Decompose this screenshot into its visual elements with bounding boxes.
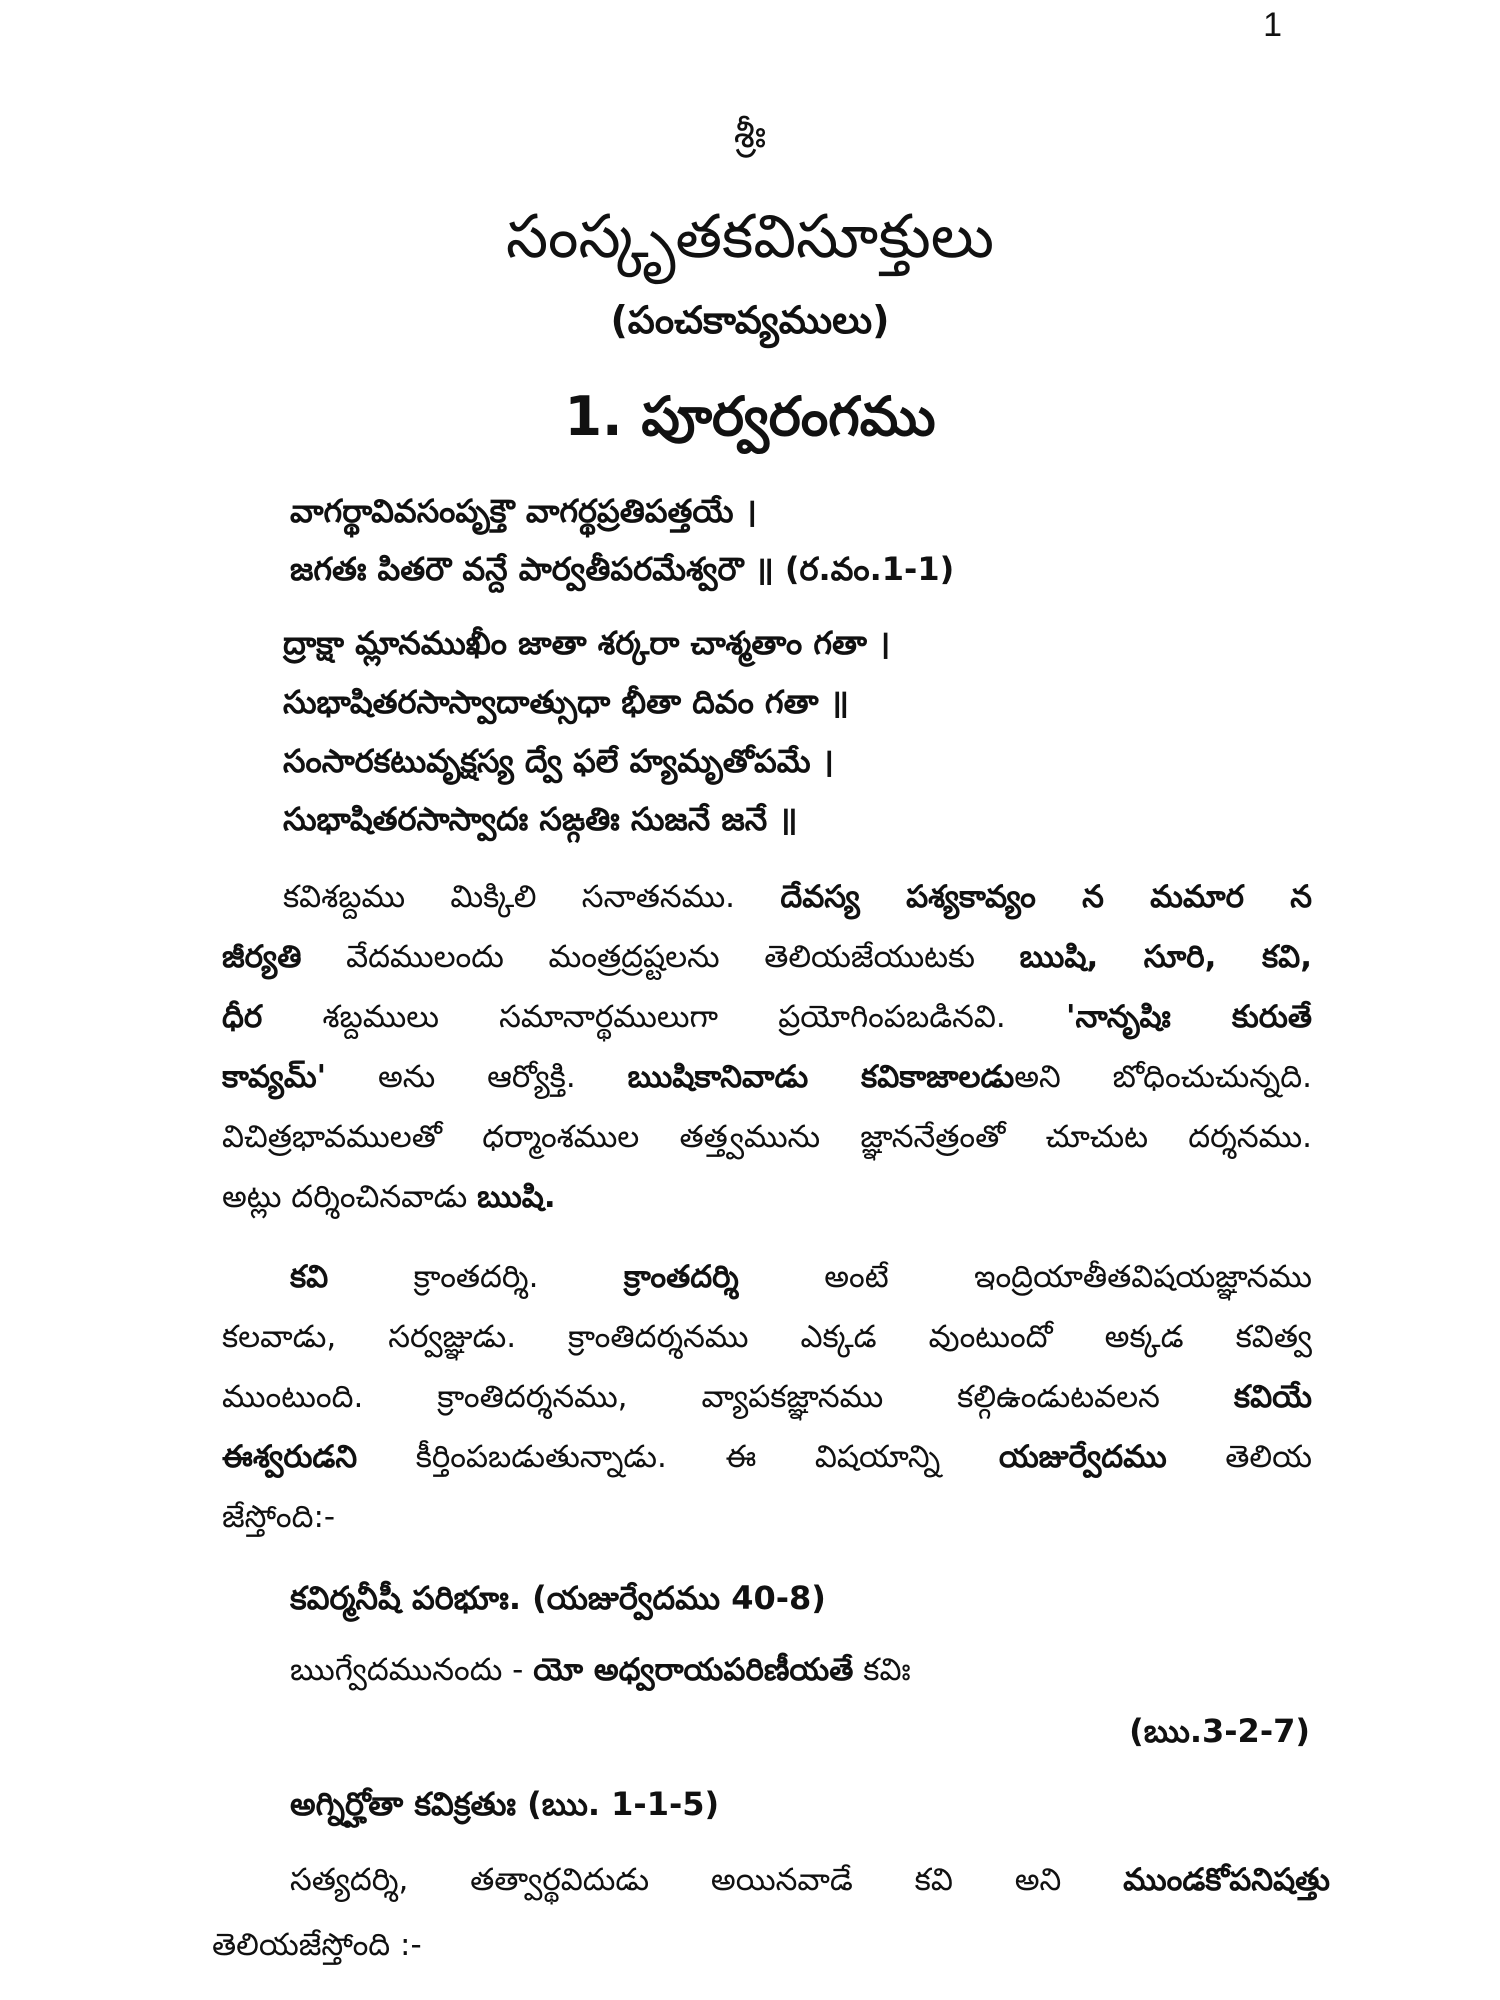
text-run-bold: కావ్యమ్' bbox=[222, 1059, 327, 1095]
subtitle: (పంచకావ్యములు) bbox=[610, 298, 890, 342]
text-run-bold: ఋషి. bbox=[477, 1179, 556, 1215]
text-run-bold: యజుర్వేదము bbox=[998, 1439, 1167, 1475]
paragraph-line bbox=[222, 1059, 1312, 1095]
paragraph-line bbox=[222, 939, 1313, 975]
quote-line: కవిర్మనీషీ పరిభూః. (యజుర్వేదము 40-8) bbox=[290, 1579, 826, 1617]
text-run: కీర్తింపబడుతున్నాడు. ఈ విషయాన్ని bbox=[357, 1439, 999, 1475]
text-run: క్రాంతదర్శి. bbox=[328, 1259, 624, 1295]
text-run-bold: ఋషి, సూరి, కవి, bbox=[1019, 939, 1313, 975]
verse-line: జగతః పితరౌ వన్దే పార్వతీపరమేశ్వరౌ ॥ (ర.వం.1-1) bbox=[290, 550, 955, 588]
text-run: వేదములందు మంత్రద్రష్టలను తెలియజేయుటకు bbox=[301, 939, 1020, 975]
verse-line: ద్రాక్షా మ్లానముఖీం జాతా శర్కరా చాశ్మతాం గతా । bbox=[283, 624, 891, 662]
text-run-bold: ఈశ్వరుడని bbox=[222, 1439, 358, 1475]
text-run: తెలియ bbox=[1166, 1439, 1312, 1475]
chapter-heading: 1. పూర్వరంగము bbox=[564, 385, 936, 448]
text-run-bold: ధీర bbox=[222, 999, 263, 1035]
text-run: ఋగ్వేదమునందు - bbox=[290, 1652, 534, 1688]
quote-line: అగ్నిర్హోతా కవిక్రతుః (ఋ. 1-1-5) bbox=[290, 1785, 720, 1823]
text-run-bold: యో అధ్వరాయపరిణీయతే bbox=[533, 1652, 854, 1688]
text-run-bold: ఋషికానివాడు కవికాజాలడు bbox=[627, 1059, 1015, 1095]
verse-line: సంసారకటువృక్షస్య ద్వే ఫలే హ్యమృతోపమే । bbox=[283, 742, 834, 780]
text-run-bold: 'నానృషిః కురుతే bbox=[1065, 999, 1312, 1035]
invocation: శ్రీః bbox=[733, 112, 767, 156]
verse-line: వాగర్థావివసంపృక్తౌ వాగర్థప్రతిపత్తయే । bbox=[290, 492, 757, 530]
page-number: 1 bbox=[1263, 6, 1282, 44]
text-run-bold: జీర్యతి bbox=[222, 939, 302, 975]
text-run: కవిః bbox=[853, 1652, 911, 1688]
page-title: సంస్కృతకవిసూక్తులు bbox=[505, 202, 995, 272]
text-run-bold: దేవస్య పశ్యకావ్యం న మమార న bbox=[780, 879, 1312, 915]
paragraph-line bbox=[290, 1862, 1330, 1898]
text-run: ముంటుంది. క్రాంతిదర్శనము, వ్యాపకజ్ఞానము కల్గిఉండుటవలన bbox=[222, 1379, 1234, 1415]
text-run: శబ్దములు సమానార్థములుగా ప్రయోగింపబడినవి. bbox=[262, 999, 1066, 1035]
text-run-bold: కవి bbox=[290, 1259, 329, 1295]
text-run-bold: ముండకోపనిషత్తు bbox=[1123, 1862, 1330, 1898]
paragraph-line bbox=[283, 879, 1312, 915]
verse-line: సుభాషితరసాస్వాదాత్సుధా భీతా దివం గతా ॥ bbox=[283, 683, 849, 721]
paragraph-line: కలవాడు, సర్వజ్ఞుడు. క్రాంతిదర్శనము ఎక్కడ వుంటుందో అక్కడ కవిత్వ bbox=[222, 1319, 1312, 1355]
paragraph-line: జేస్తోంది:- bbox=[222, 1499, 336, 1535]
text-run: అను ఆర్యోక్తి. bbox=[326, 1059, 628, 1095]
text-run: అట్లు దర్శించినవాడు bbox=[222, 1179, 478, 1215]
paragraph-line: విచిత్రభావములతో ధర్మాంశముల తత్త్వమును జ్ఞాననేత్రంతో చూచుట దర్శనము. bbox=[222, 1119, 1312, 1155]
text-run: కవిశబ్దము మిక్కిలి సనాతనము. bbox=[283, 879, 781, 915]
paragraph-line bbox=[290, 1259, 1313, 1295]
paragraph-line bbox=[290, 1652, 911, 1688]
reference: (ఋ.3-2-7) bbox=[1129, 1712, 1310, 1750]
verse-line: సుభాషితరసాస్వాదః సఙ్గతిః సుజనే జనే ॥ bbox=[283, 800, 798, 838]
text-run: అని బోధించుచున్నది. bbox=[1014, 1059, 1312, 1095]
paragraph-line bbox=[222, 1179, 556, 1215]
text-run-bold: కవియే bbox=[1233, 1379, 1312, 1415]
paragraph-line bbox=[222, 1379, 1312, 1415]
paragraph-line bbox=[222, 999, 1312, 1035]
paragraph-line bbox=[222, 1439, 1312, 1475]
paragraph-line: తెలియజేస్తోంది :- bbox=[212, 1927, 422, 1963]
text-run-bold: క్రాంతదర్శి bbox=[623, 1259, 739, 1295]
text-run: సత్యదర్శి, తత్వార్థవిదుడు అయినవాడే కవి అని bbox=[290, 1862, 1124, 1898]
text-run: అంటే ఇంద్రియాతీతవిషయజ్ఞానము bbox=[738, 1259, 1313, 1295]
